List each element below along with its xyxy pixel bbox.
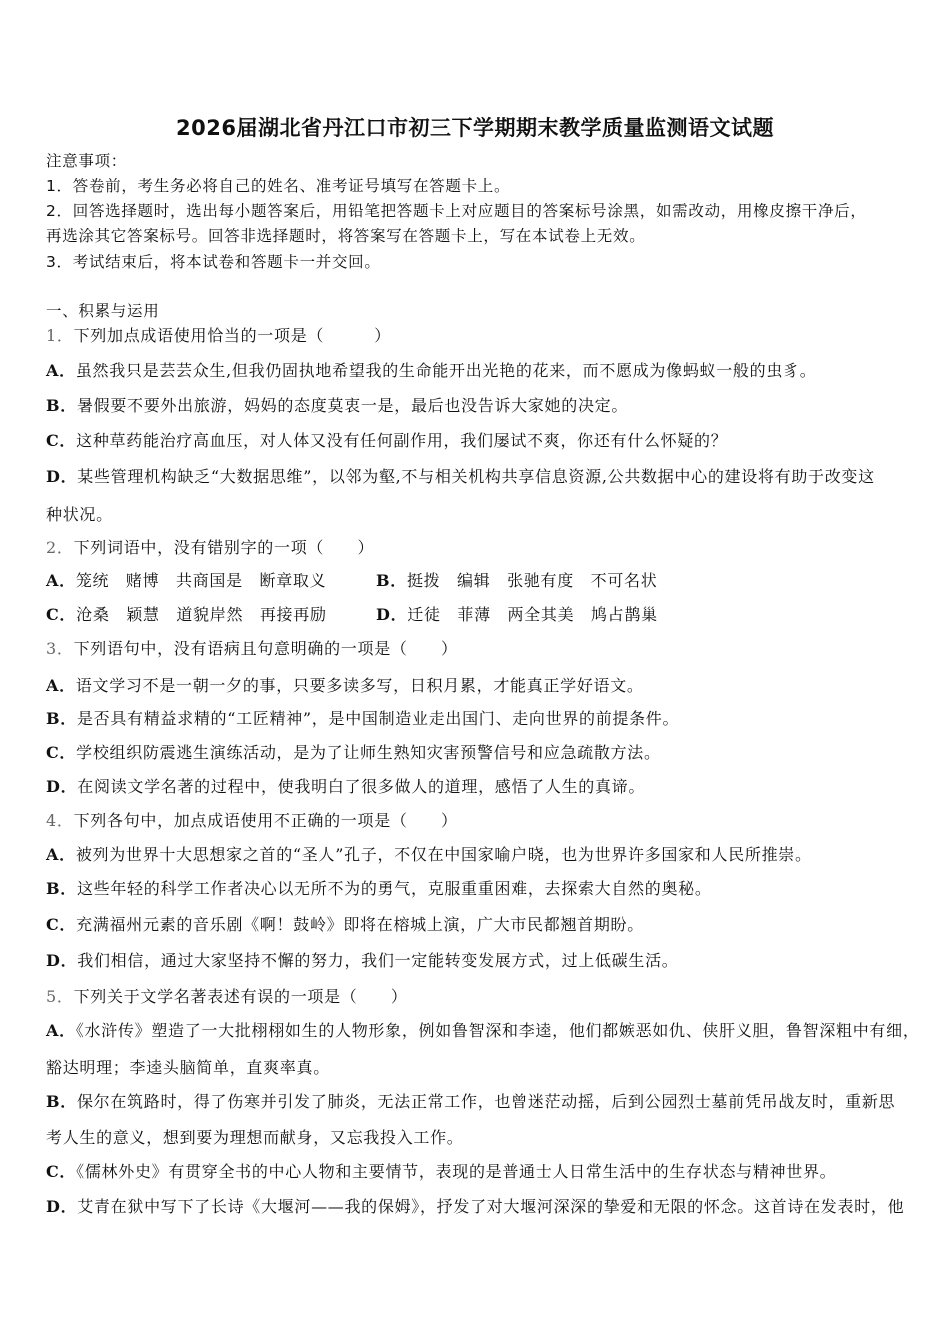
option-label: C． <box>46 915 77 934</box>
option-text: 语文学习不是一朝一夕的事，只要多读多写，日积月累，才能真正学好语文。 <box>75 676 644 695</box>
option-b <box>46 1092 895 1112</box>
option-text: 迁徒 菲薄 两全其美 鸠占鹊巢 <box>407 605 658 624</box>
option-label: D． <box>46 467 78 486</box>
question-stem <box>46 639 458 659</box>
option-text: 考人生的意义，想到要为理想而献身，又忘我投入工作。 <box>46 1128 464 1147</box>
question-stem <box>46 987 408 1007</box>
option-b <box>46 396 628 416</box>
option-text: 《儒林外史》有贯穿全书的中心人物和主要情节，表现的是普通士人日常生活中的生存状态与精神世界。 <box>76 1162 837 1181</box>
option-c <box>46 743 661 763</box>
option-label: D． <box>376 605 408 624</box>
option-label: C． <box>46 743 77 762</box>
option-d <box>46 1197 904 1217</box>
option-text: 沧桑 颖慧 道貌岸然 再接再励 <box>76 605 327 624</box>
option-text: 我们相信，通过大家坚持不懈的努力，我们一定能转变发展方式，过上低碳生活。 <box>77 951 679 970</box>
page-title: 2026届湖北省丹江口市初三下学期期末教学质量监测语文试题 <box>176 116 774 140</box>
option-label: C． <box>46 1162 77 1181</box>
notice-line: 1．答卷前，考生务必将自己的姓名、准考证号填写在答题卡上。 <box>46 177 511 195</box>
question-text: 下列词语中，没有错别字的一项（ ） <box>73 538 375 557</box>
option-label: A． <box>46 1021 76 1040</box>
question-stem <box>46 538 374 558</box>
question-stem <box>46 811 458 831</box>
option-d <box>46 467 875 487</box>
question-text: 下列关于文学名著表述有误的一项是（ ） <box>73 987 408 1006</box>
option-label: C． <box>46 431 77 450</box>
option-label: B． <box>46 879 77 898</box>
option-text: 暑假要不要外出旅游，妈妈的态度莫衷一是，最后也没告诉大家她的决定。 <box>76 396 629 415</box>
question-text: 下列加点成语使用恰当的一项是（ ） <box>73 326 391 345</box>
option-continuation <box>46 1058 330 1078</box>
question-text: 下列语句中，没有语病且句意明确的一项是（ ） <box>73 639 458 658</box>
option-b <box>46 879 712 899</box>
option-text: 在阅读文学名著的过程中，使我明白了很多做人的道理，感悟了人生的真谛。 <box>77 777 646 796</box>
option-text: 种状况。 <box>46 505 113 524</box>
option-d <box>376 605 658 625</box>
option-label: D． <box>46 951 78 970</box>
option-text: 被列为世界十大思想家之首的“圣人”孔子，不仅在中国家喻户晓，也为世界许多国家和人民所推崇。 <box>75 845 812 864</box>
option-text: 充满福州元素的音乐剧《啊！鼓岭》即将在榕城上演，广大市民都翘首期盼。 <box>76 915 644 934</box>
option-label: B． <box>46 1092 77 1111</box>
option-continuation <box>46 505 113 525</box>
option-c <box>46 1162 836 1182</box>
option-c <box>46 605 327 625</box>
option-b <box>46 709 679 729</box>
option-text: 虽然我只是芸芸众生,但我仍固执地希望我的生命能开出光艳的花来，而不愿成为像蚂蚁一般的虫豸。 <box>75 361 817 380</box>
option-label: A． <box>46 571 76 590</box>
notice-heading: 注意事项： <box>46 152 128 170</box>
option-label: A． <box>46 845 76 864</box>
question-number: 2． <box>46 538 74 557</box>
section-heading: 一、积累与运用 <box>46 302 160 320</box>
question-number: 1． <box>46 326 74 345</box>
notice-line: 2．回答选择题时，选出每小题答案后，用铅笔把答题卡上对应题目的答案标号涂黑，如需改动，用橡皮擦干净后， <box>46 202 867 220</box>
question-stem <box>46 326 391 346</box>
question-number: 4． <box>46 811 74 830</box>
option-label: B． <box>46 396 77 415</box>
option-label: D． <box>46 777 78 796</box>
notice-line: 3．考试结束后，将本试卷和答题卡一并交回。 <box>46 253 381 271</box>
option-text: 这些年轻的科学工作者决心以无所不为的勇气，克服重重困难，去探索大自然的奥秘。 <box>76 879 712 898</box>
option-a <box>46 1021 920 1041</box>
option-d <box>46 777 645 797</box>
option-b <box>376 571 657 591</box>
option-label: B． <box>376 571 407 590</box>
option-text: 挺拨 编辑 张驰有度 不可名状 <box>406 571 658 590</box>
option-text: 笼统 赌博 共商国是 断章取义 <box>75 571 327 590</box>
notice-line: 再选涂其它答案标号。回答非选择题时，将答案写在答题卡上，写在本试卷上无效。 <box>46 227 646 245</box>
option-label: C． <box>46 605 77 624</box>
option-a <box>46 845 812 865</box>
question-text: 下列各句中，加点成语使用不正确的一项是（ ） <box>73 811 458 830</box>
option-label: A． <box>46 676 76 695</box>
question-number: 5． <box>46 987 74 1006</box>
option-text: 《水浒传》塑造了一大批栩栩如生的人物形象，例如鲁智深和李逵，他们都嫉恶如仇、侠肝义胆，鲁智深粗中有细， <box>75 1021 920 1040</box>
option-a <box>46 361 816 381</box>
option-d <box>46 951 678 971</box>
option-text: 某些管理机构缺乏“大数据思维”，以邻为壑,不与相关机构共享信息资源,公共数据中心的建设将有助于改变这 <box>77 467 875 486</box>
option-text: 豁达明理；李逵头脑简单，直爽率真。 <box>46 1058 330 1077</box>
option-text: 这种草药能治疗高血压，对人体又没有任何副作用，我们屡试不爽，你还有什么怀疑的？ <box>76 431 728 450</box>
option-label: A． <box>46 361 76 380</box>
option-text: 是否具有精益求精的“工匠精神”，是中国制造业走出国门、走向世界的前提条件。 <box>76 709 680 728</box>
option-c <box>46 915 644 935</box>
option-a <box>46 571 326 591</box>
option-text: 学校组织防震逃生演练活动，是为了让师生熟知灾害预警信号和应急疏散方法。 <box>76 743 661 762</box>
question-number: 3． <box>46 639 74 658</box>
option-continuation <box>46 1128 464 1148</box>
option-label: B． <box>46 709 77 728</box>
option-label: D． <box>46 1197 78 1216</box>
option-text: 保尔在筑路时，得了伤寒并引发了肺炎，无法正常工作，也曾迷茫动摇，后到公园烈士墓前凭吊战友时，重新思 <box>76 1092 896 1111</box>
option-text: 艾青在狱中写下了长诗《大堰河——我的保姆》，抒发了对大堰河深深的挚爱和无限的怀念。这首诗在发表时，他 <box>77 1197 905 1216</box>
option-a <box>46 676 644 696</box>
option-c <box>46 431 727 451</box>
